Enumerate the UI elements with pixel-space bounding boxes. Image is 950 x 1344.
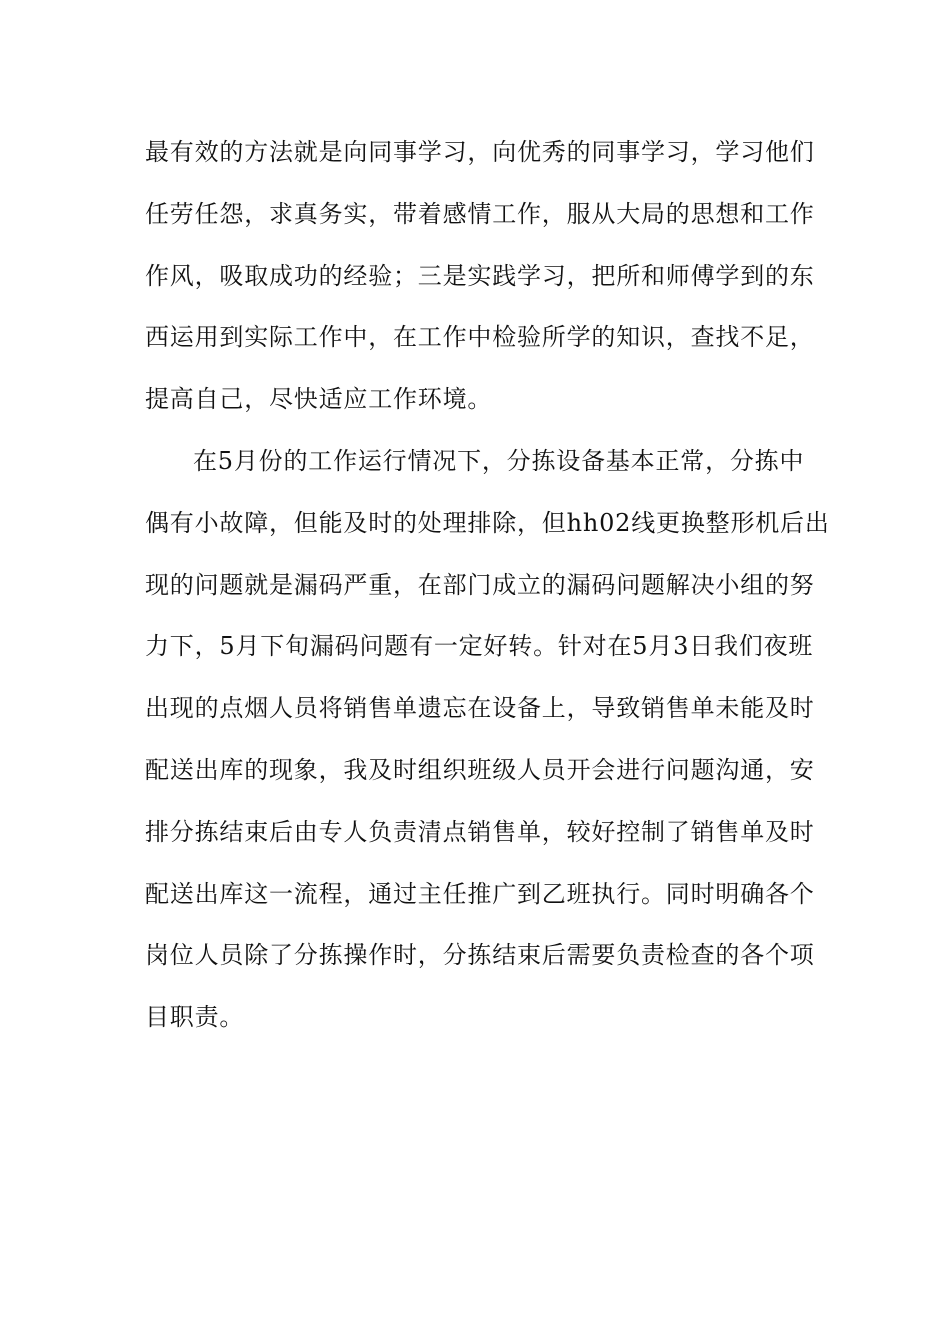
text-line: 力下，5月下旬漏码问题有一定好转。针对在5月3日我们夜班 [145, 632, 814, 661]
text-line: 出现的点烟人员将销售单遗忘在设备上，导致销售单未能及时 [145, 694, 815, 723]
text-line: 现的问题就是漏码严重，在部门成立的漏码问题解决小组的努 [145, 570, 815, 599]
text-line: 西运用到实际工作中，在工作中检验所学的知识，查找不足， [145, 323, 815, 352]
text-line: 目职责。 [145, 1003, 245, 1032]
paragraph-1 [145, 129, 815, 438]
text-line: 最有效的方法就是向同事学习，向优秀的同事学习，学习他们 [145, 138, 815, 166]
text-line: 偶有小故障，但能及时的处理排除，但hh02线更换整形机后出 [145, 508, 830, 537]
text-line: 岗位人员除了分拣操作时，分拣结束后需要负责检查的各个项 [145, 941, 815, 970]
text-line: 配送出库的现象，我及时组织班级人员开会进行问题沟通，安 [145, 755, 815, 784]
paragraph-2 [145, 438, 830, 1056]
text-line: 配送出库这一流程，通过主任推广到乙班执行。同时明确各个 [145, 879, 815, 908]
text-line: 作风，吸取成功的经验；三是实践学习，把所和师傅学到的东 [145, 261, 815, 290]
text-line: 排分拣结束后由专人负责清点销售单，较好控制了销售单及时 [145, 817, 815, 846]
body-text [145, 129, 830, 1056]
text-line: 提高自己，尽快适应工作环境。 [145, 385, 493, 414]
text-line: 任劳任怨，求真务实，带着感情工作，服从大局的思想和工作 [145, 199, 815, 228]
text-line: 在5月份的工作运行情况下，分拣设备基本正常，分拣中 [193, 446, 805, 475]
